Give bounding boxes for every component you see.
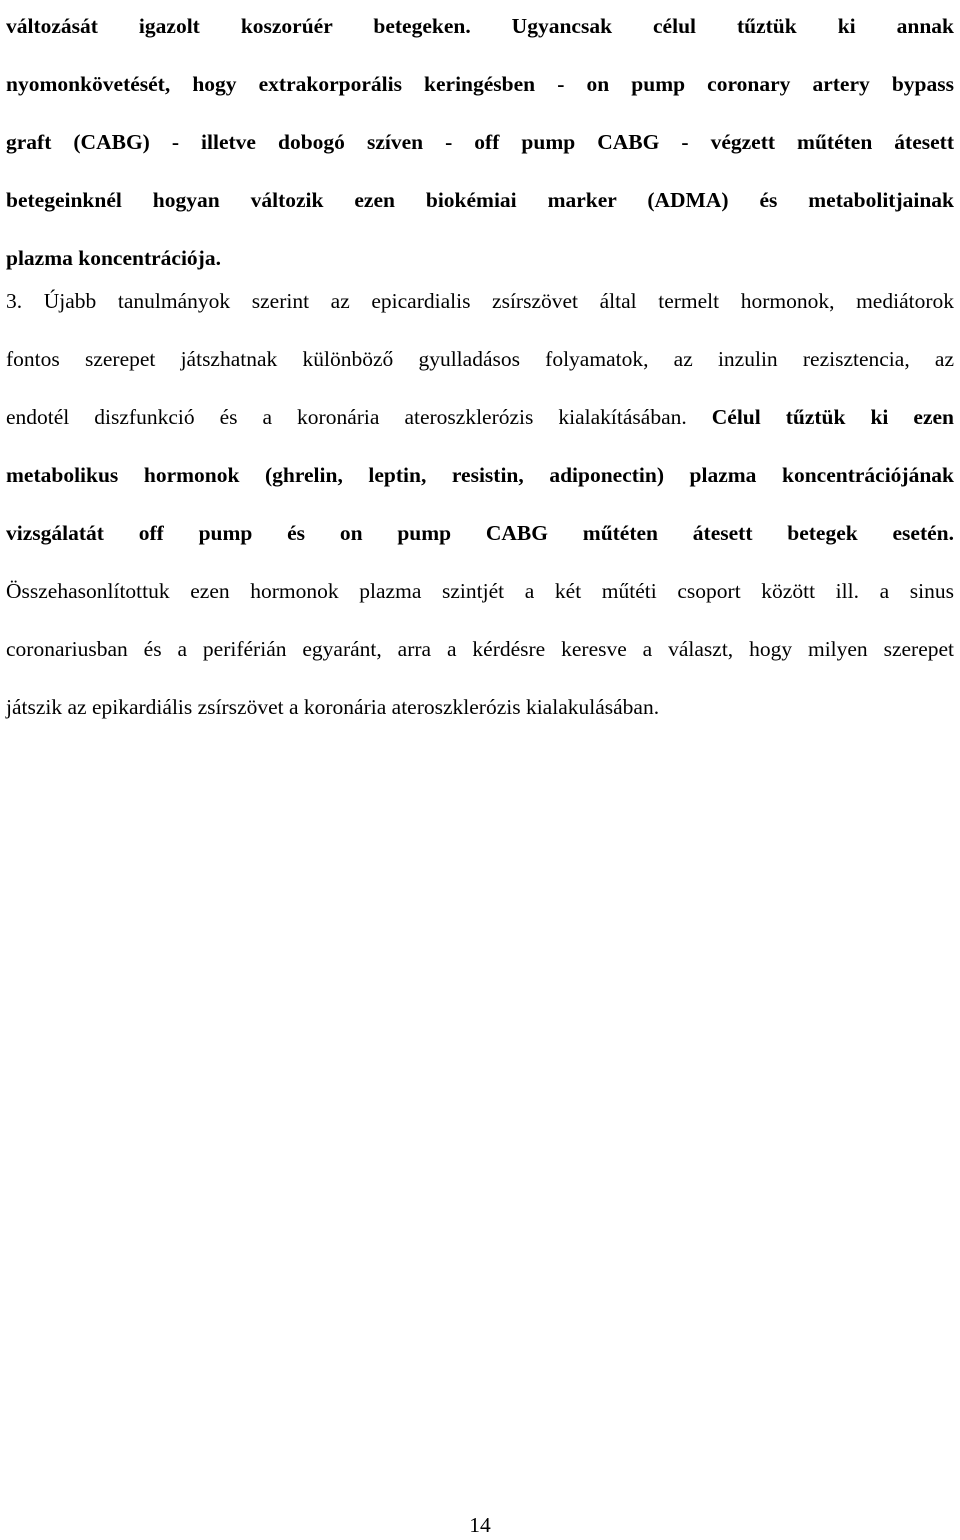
text-line [6,388,954,446]
text-line: vizsgálatát off pump és on pump CABG műtéten átesett betegek esetén. [6,521,954,545]
paragraph-epicardial-fat [6,272,954,736]
text-line: Összehasonlítottuk ezen hormonok plazma szintjét a két műtéti csoport között ill. a sinus [6,579,954,603]
page-number: 14 [469,1513,491,1537]
text-line: metabolikus hormonok (ghrelin, leptin, resistin, adiponectin) plazma koncentrációjának [6,463,954,487]
text-line-regular-part: endotél diszfunkció és a koronária ateroszklerózis kialakításában. [6,405,712,429]
text-line-bold-rest: Ugyancsak célul tűztük ki annak [470,14,954,38]
text-line: nyomonkövetését, hogy extrakorporális keringésben - on pump coronary artery bypass [6,72,954,96]
text-line: 3. Újabb tanulmányok szerint az epicardialis zsírszövet által termelt hormonok, mediátorok [6,289,954,313]
text-line-bold-part: Célul tűztük ki ezen [711,405,954,429]
text-line: graft (CABG) - illetve dobogó szíven - off pump CABG - végzett műtéten átesett [6,130,954,154]
paragraph-aims-adma [6,0,954,287]
text-line: plazma koncentrációja. [6,246,221,270]
text-line [6,0,954,55]
text-line: betegeinknél hogyan változik ezen biokémiai marker (ADMA) és metabolitjainak [6,188,954,212]
text-line: fontos szerepet játszhatnak különböző gyulladásos folyamatok, az inzulin rezisztencia, az [6,347,954,371]
text-line: coronariusban és a periférián egyaránt, arra a kérdésre keresve a választ, hogy milyen szerepet [6,637,954,661]
text-line: játszik az epikardiális zsírszövet a koronária ateroszklerózis kialakulásában. [6,695,660,719]
text-line-bold-start: változását igazolt koszorúér betegeken. [6,14,471,38]
